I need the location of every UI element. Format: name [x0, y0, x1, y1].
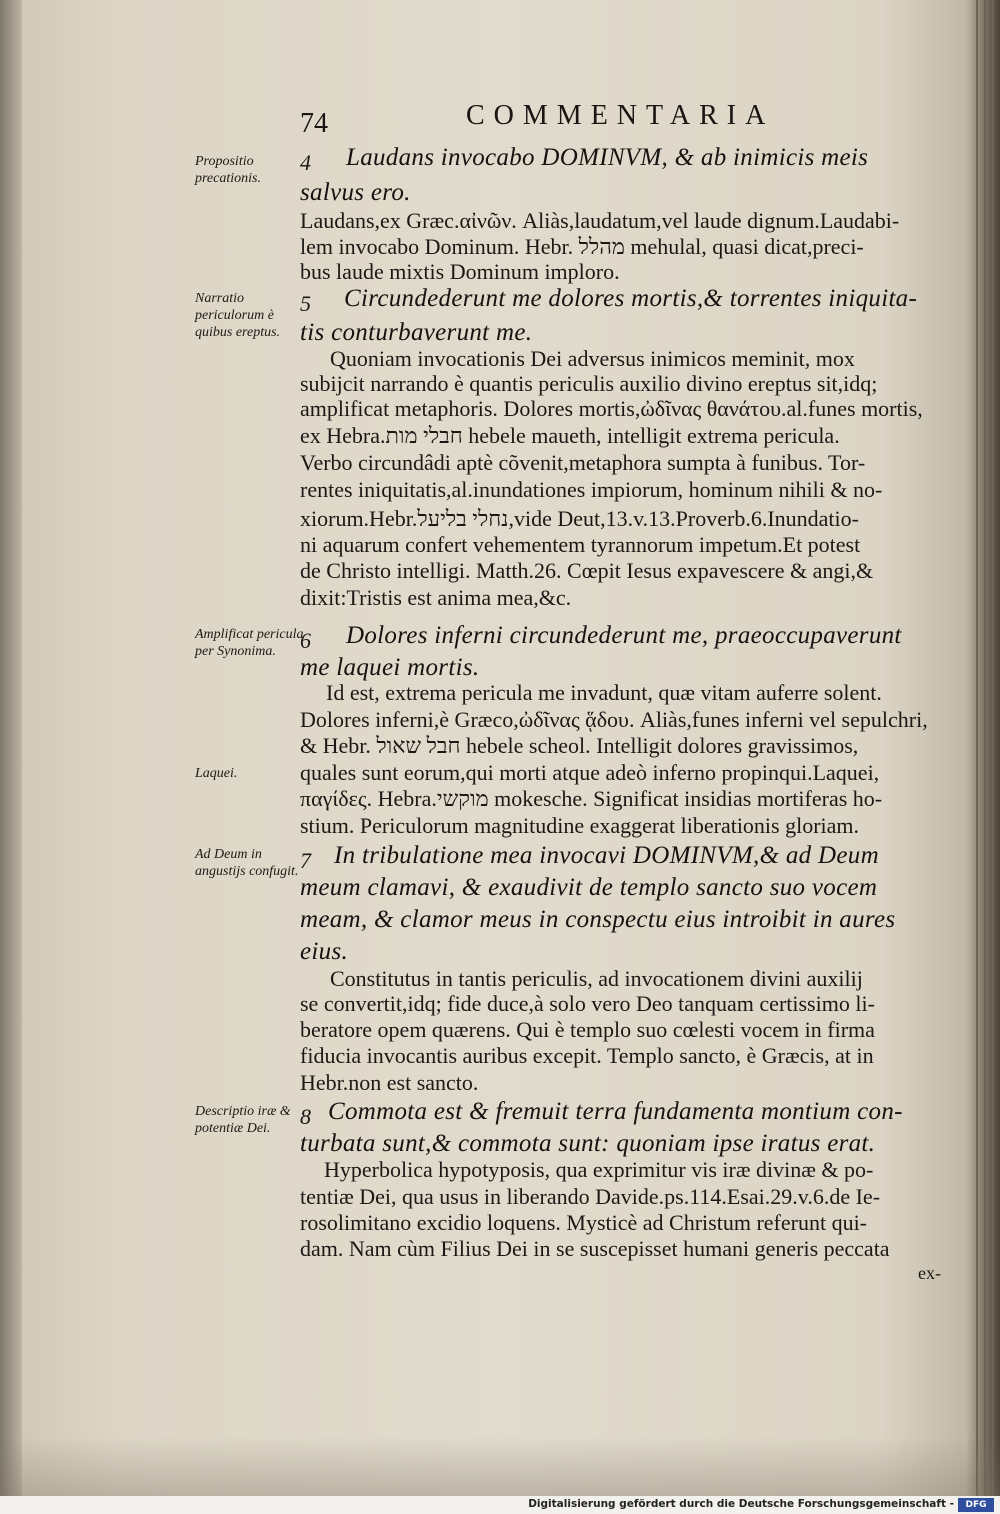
verse-line: Commota est & fremuit terra fundamenta montium con-: [328, 1098, 903, 1125]
verse-line: turbata sunt,& commota sunt: quoniam ipse iratus erat.: [300, 1130, 876, 1157]
commentary-line: rentes iniquitatis,al.inundationes impiorum, hominum nihili & no-: [300, 477, 883, 502]
commentary-line: xiorum.Hebr.נחלי בליעל,vide Deut,13.v.13.Proverb.6.Inundatio-: [300, 506, 859, 531]
page-number: 74: [300, 108, 328, 139]
verse-line: me laquei mortis.: [300, 654, 480, 681]
commentary-line: Verbo circundâdi aptè cõvenit,metaphora sumpta à funibus. Tor-: [300, 450, 866, 475]
commentary-line: Quoniam invocationis Dei adversus inimicos meminit, mox: [330, 346, 855, 371]
marginal-note: Propositio precationis.: [195, 154, 261, 186]
commentary-line: dixit:Tristis est anima mea,&c.: [300, 585, 572, 610]
catchword: ex-: [918, 1263, 941, 1283]
verse-line: meam, & clamor meus in conspectu eius introibit in aures: [300, 906, 896, 933]
commentary-line: ex Hebra.חבלי מות hebele maueth, intelligit extrema pericula.: [300, 423, 840, 448]
commentary-line: se convertit,idq; fide duce,à solo vero Deo tanquam certissimo li-: [300, 991, 875, 1016]
running-title: COMMENTARIA: [466, 100, 775, 131]
marginal-note: Amplificat pericula per Synonima.: [195, 627, 304, 659]
commentary-line: Constitutus in tantis periculis, ad invocationem divini auxilij: [330, 966, 863, 991]
verse-line: Dolores inferni circundederunt me, praeoccupaverunt: [346, 622, 902, 649]
commentary-line: Dolores inferni,è Græco,ὠδῖνας ᾅδου. Aliàs,funes inferni vel sepulchri,: [300, 707, 928, 732]
commentary-line: Hyperbolica hypotyposis, qua exprimitur vis iræ divinæ & po-: [324, 1157, 874, 1182]
verse-line: In tribulatione mea invocavi DOMINVM,& ad Deum: [334, 842, 879, 869]
verse-line: Laudans invocabo DOMINVM, & ab inimicis meis: [346, 144, 869, 171]
commentary-line: subijcit narrando è quantis periculis auxilio divino ereptus sit,idq;: [300, 371, 878, 396]
verse-line: salvus ero.: [300, 179, 411, 206]
commentary-line: bus laude mixtis Dominum imploro.: [300, 259, 620, 284]
commentary-line: tentiæ Dei, qua usus in liberando Davide.ps.114.Esai.29.v.6.de Ie-: [300, 1184, 881, 1209]
verse-number: 5: [300, 291, 311, 316]
verse-number: 4: [300, 150, 311, 175]
dfg-logo: DFG: [958, 1498, 994, 1512]
commentary-line: stium. Periculorum magnitudine exaggerat liberationis gloriam.: [300, 813, 860, 838]
commentary-line: Id est, extrema pericula me invadunt, quæ vitam auferre solent.: [326, 680, 882, 705]
commentary-line: Hebr.non est sancto.: [300, 1070, 479, 1095]
marginal-note: Ad Deum in angustijs confugit.: [195, 847, 299, 879]
commentary-line: fiducia invocantis auribus excepit. Templo sancto, è Græcis, at in: [300, 1043, 874, 1068]
commentary-line: amplificat metaphoris. Dolores mortis,ὠδῖνας θανάτου.al.funes mortis,: [300, 396, 923, 421]
commentary-line: dam. Nam cùm Filius Dei in se suscepisset humani generis peccata: [300, 1236, 890, 1261]
verse-number: 6: [300, 628, 311, 653]
commentary-line: ni aquarum confert vehementem tyrannorum impetum.Et potest: [300, 532, 861, 557]
verse-line: meum clamavi, & exaudivit de templo sancto suo vocem: [300, 874, 878, 901]
commentary-line: lem invocabo Dominum. Hebr. מהלל mehulal, quasi dicat,preci-: [300, 234, 864, 259]
commentary-line: rosolimitano excidio loquens. Mysticè ad Christum referunt qui-: [300, 1210, 868, 1235]
commentary-line: & Hebr. חבל שאול hebele scheol. Intelligit dolores gravissimos,: [300, 733, 859, 758]
commentary-line: de Christo intelligi. Matth.26. Cœpit Iesus expavescere & angi,&: [300, 558, 874, 583]
marginal-note: Narratio periculorum è quibus ereptus.: [195, 291, 281, 340]
marginal-note: Descriptio iræ & potentiæ Dei.: [195, 1104, 291, 1136]
verse-number: 7: [300, 848, 311, 873]
footer-credit: Digitalisierung gefördert durch die Deutsche Forschungsgemeinschaft -: [528, 1498, 954, 1510]
footer-bar: [0, 1496, 1000, 1514]
marginal-note: Laquei.: [195, 766, 238, 781]
verse-line: tis conturbaverunt me.: [300, 319, 533, 346]
commentary-line: beratore opem quærens. Qui è templo suo cœlesti vocem in firma: [300, 1017, 875, 1042]
verse-line: eius.: [300, 938, 349, 965]
running-head: [300, 100, 820, 140]
commentary-line: Laudans,ex Græc.αἰνῶν. Aliàs,laudatum,vel laude dignum.Laudabi-: [300, 208, 900, 233]
commentary-line: quales sunt eorum,qui morti atque adeò inferno propinqui.Laquei,: [300, 760, 880, 785]
commentary-line: παγίδες. Hebra.מוקשי mokesche. Significat insidias mortiferas ho-: [300, 786, 883, 811]
verse-line: Circundederunt me dolores mortis,& torrentes iniquita-: [344, 285, 918, 312]
verse-number: 8: [300, 1104, 311, 1129]
